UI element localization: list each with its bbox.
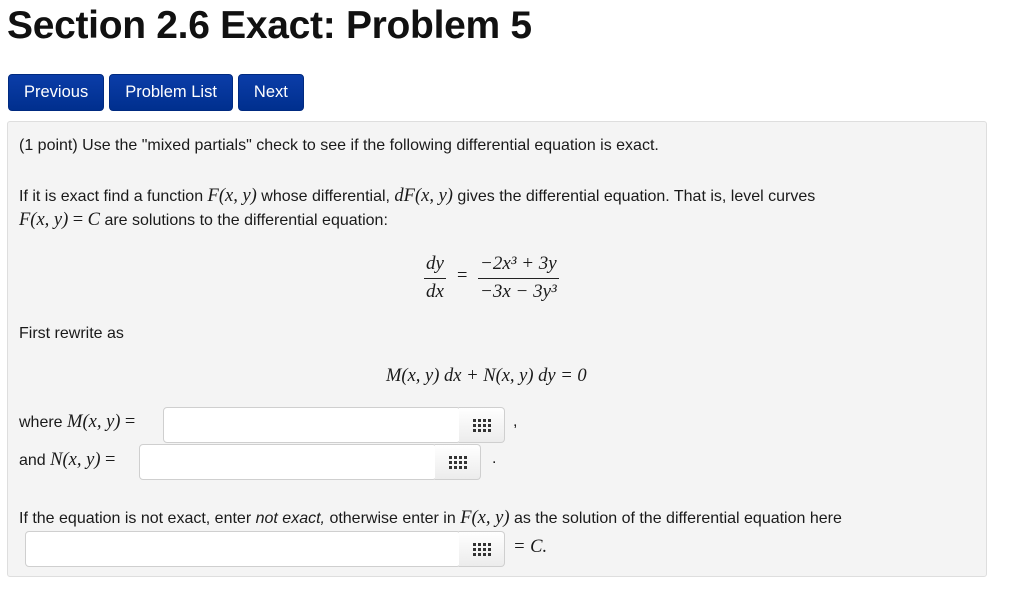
equals-c-suffix: = C.: [513, 537, 548, 557]
grid-icon: [473, 543, 491, 556]
math-f-xy: F(x, y): [19, 210, 69, 230]
math-df-xy: dF(x, y): [394, 186, 453, 206]
grid-icon: [473, 419, 491, 432]
grid-icon: [449, 456, 467, 469]
n-label: and N(x, y) =: [19, 450, 116, 470]
math-f-xy: F(x, y): [207, 186, 257, 206]
problem-paragraph-line2: F(x, y) = C are solutions to the differential equation:: [19, 210, 388, 230]
n-answer-input[interactable]: [139, 444, 437, 480]
equation-equals: =: [457, 266, 468, 286]
previous-button[interactable]: Previous: [8, 74, 104, 111]
problem-intro: (1 point) Use the "mixed partials" check to see if the following differential equation is exact.: [19, 137, 659, 154]
period-text: .: [492, 450, 497, 467]
rewrite-label: First rewrite as: [19, 325, 124, 342]
f-equation-palette-button[interactable]: [459, 531, 505, 567]
m-answer-input[interactable]: [163, 407, 461, 443]
problem-paragraph-line1: If it is exact find a function F(x, y) whose differential, dF(x, y) gives the differential equation. That is, level curves: [19, 186, 816, 206]
rhs-fraction: $\frac{\text{−2x³ + 3y}}{\text{−3x − 3y³}}$: [480, 253, 557, 302]
f-answer-input[interactable]: [25, 531, 461, 567]
standard-form-equation: M(x, y) dx + N(x, y) dy = 0: [386, 366, 587, 386]
n-equation-palette-button[interactable]: [435, 444, 481, 480]
problem-panel: [7, 121, 987, 577]
problem-list-button[interactable]: Problem List: [109, 74, 233, 111]
m-label: where M(x, y) =: [19, 412, 136, 432]
page-title: Section 2.6 Exact: Problem 5: [7, 4, 532, 47]
problem-nav: [8, 74, 304, 111]
m-equation-palette-button[interactable]: [459, 407, 505, 443]
next-button[interactable]: Next: [238, 74, 304, 111]
final-instructions: If the equation is not exact, enter not exact, otherwise enter in F(x, y) as the solution of the differential equation here: [19, 508, 842, 528]
math-c: C: [87, 210, 100, 230]
comma-text: ,: [513, 413, 518, 430]
lhs-fraction: $\frac{dy}{dx}$: [426, 253, 444, 302]
